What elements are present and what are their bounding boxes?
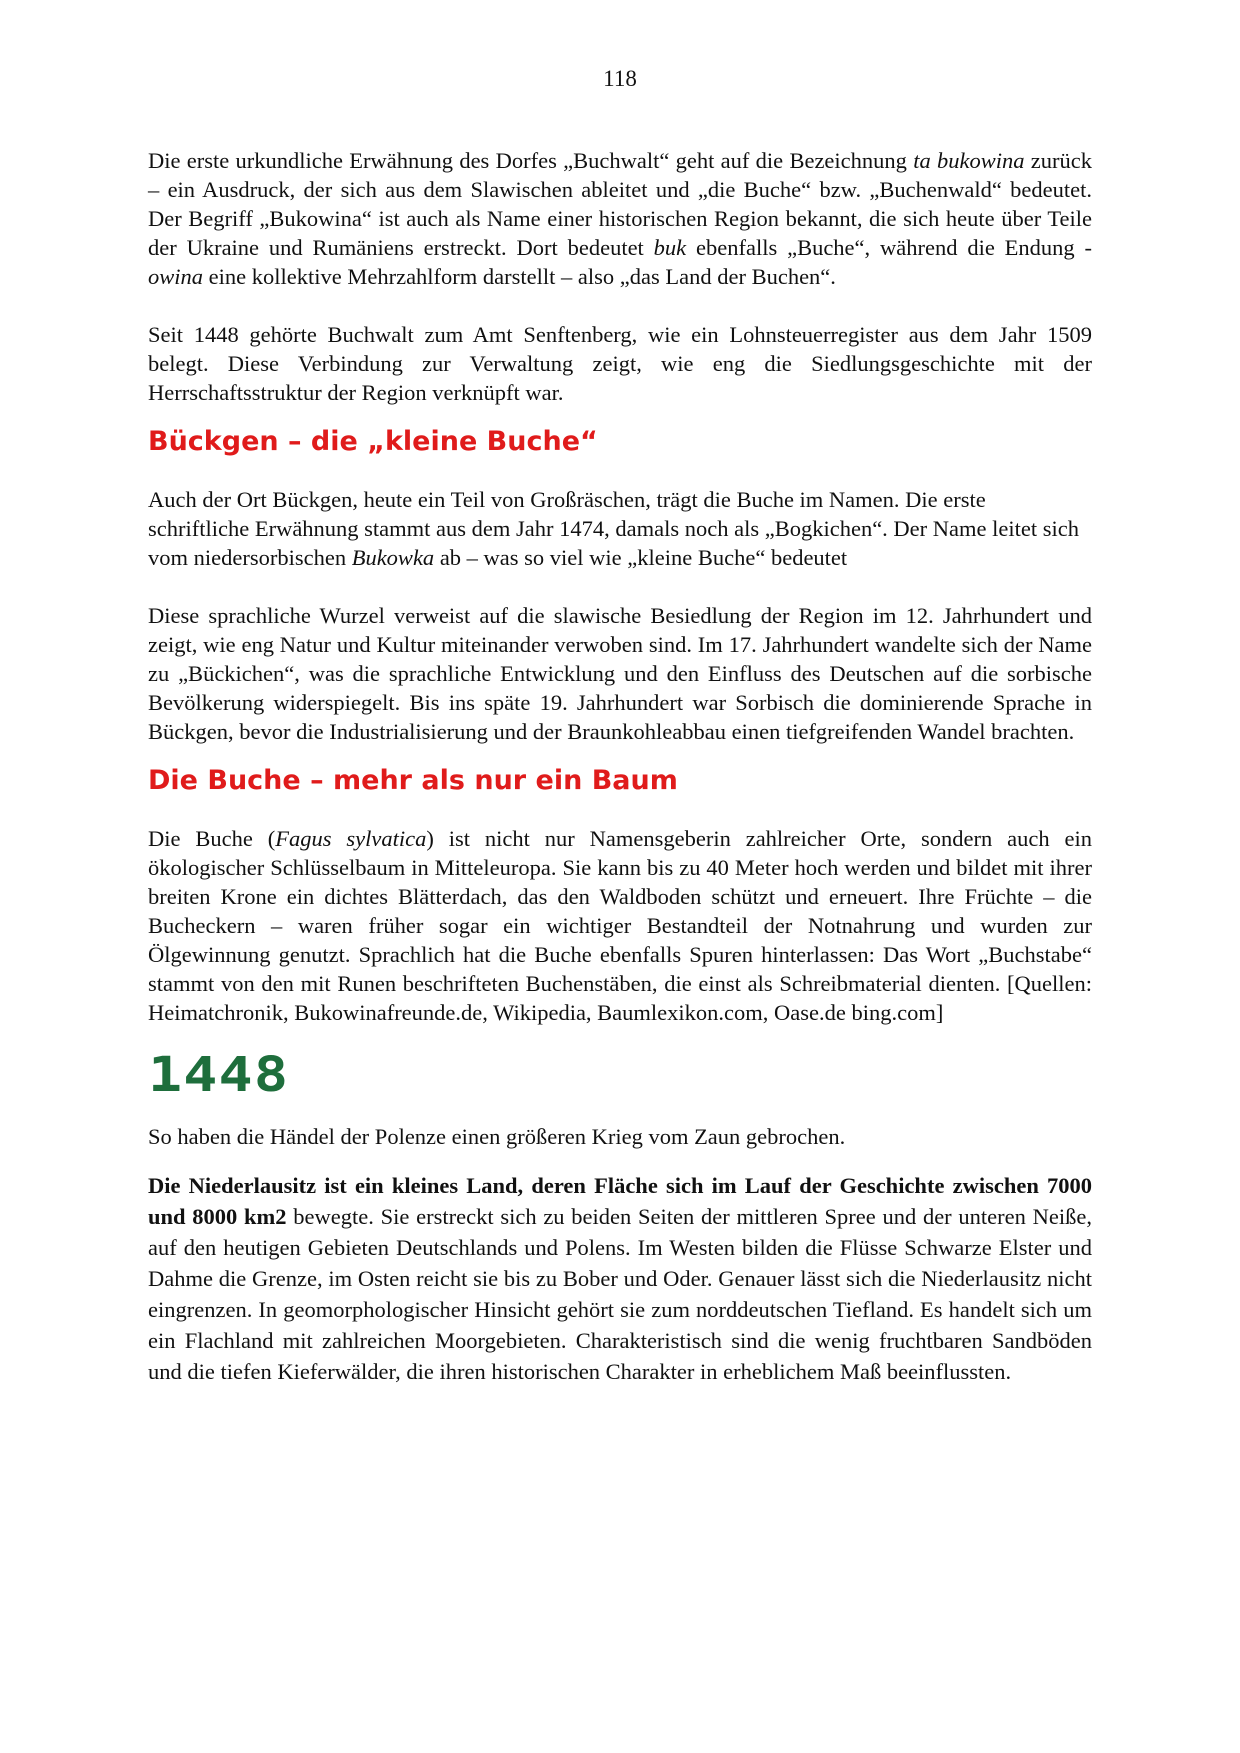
heading-buche: Die Buche – mehr als nur ein Baum	[148, 765, 678, 796]
paragraph-buchwalt-etymology	[148, 146, 1092, 291]
text-run: Die Buche (	[148, 826, 276, 851]
text-run: Auch der Ort Bückgen, heute ein Teil von Großräschen, trägt die Buche im Namen. Die erste schriftliche Erwähnung stammt aus dem Jahr 1474, damals noch als „Bogkichen“. Der Name leitet sich vom niedersorbischen	[148, 487, 1079, 570]
italic-term: -owina	[148, 235, 1092, 289]
text-run: ) ist nicht nur Namensgeberin zahlreicher Orte, sondern auch ein ökologischer Schlüsselbaum in Mitteleuropa. Sie kann bis zu 40 Meter hoch werden und bildet mit ihrer breiten Krone ein dichtes Blätterdach, das den Waldboden schützt und erneuert. Ihre Früchte – die Bucheckern – waren früher sogar ein wichtiger Bestandteil der Notnahrung und wurden zur Ölgewinnung genutzt. Sprachlich hat die Buche ebenfalls Spuren hinterlassen: Das Wort „Buchstabe“ stammt von den mit Runen beschrifteten Buchenstäben, die einst als Schreibmaterial dienten. [Quellen: Heimatchronik, Bukowinafreunde.de, Wikipedia, Baumlexikon.com, Oase.de bing.com]	[148, 826, 1092, 1025]
text-run: ebenfalls „Buche“, während die Endung	[686, 235, 1085, 260]
paragraph-buche-ecology	[148, 824, 1092, 1027]
text-run: zurück – ein Ausdruck, der sich aus dem Slawischen ableitet und „die Buche“ bzw. „Buchenwald“ bedeutet. Der Begriff „Bukowina“ ist auch als Name einer historischen Region bekannt, die sich heute über Teile der Ukraine und Rumäniens erstreckt. Dort bedeutet	[148, 148, 1093, 260]
bold-lead: Die Niederlausitz ist ein kleines Land, deren Fläche sich im Lauf der Geschichte zwischen 7000 und 8000 km2	[148, 1173, 1092, 1229]
page-content	[148, 146, 1092, 1387]
page-number: 118	[603, 66, 637, 91]
italic-term: buk	[653, 235, 687, 260]
year-heading-1448: 1448	[148, 1047, 290, 1103]
paragraph-niederlausitz	[148, 1170, 1092, 1387]
text-run: Die erste urkundliche Erwähnung des Dorfes „Buchwalt“ geht auf die Bezeichnung	[148, 148, 914, 173]
paragraph-bueckgen-history: Diese sprachliche Wurzel verweist auf die slawische Besiedlung der Region im 12. Jahrhundert und zeigt, wie eng Natur und Kultur miteinander verwoben sind. Im 17. Jahrhundert wandelte sich der Name zu „Bückichen“, was die sprachliche Entwicklung und den Einfluss des Deutschen auf die sorbische Bevölkerung widerspiegelt. Bis ins späte 19. Jahrhundert war Sorbisch die dominierende Sprache in Bückgen, bevor die Industrialisierung und der Braunkohleabbau einen tiefgreifenden Wandel brachten.	[148, 603, 1092, 744]
text-run: ab – was so viel wie „kleine Buche“ bedeutet	[434, 545, 848, 570]
section-1448	[148, 1027, 1092, 1387]
text-run: bewegte. Sie erstreckt sich zu beiden Seiten der mittleren Spree und der unteren Neiße, auf den heutigen Gebieten Deutschlands und Polens. Im Westen bilden die Flüsse Schwarze Elster und Dahme die Grenze, im Osten reicht sie bis zu Bober und Oder. Genauer lässt sich die Niederlausitz nicht eingrenzen. In geomorphologischer Hinsicht gehört sie zum norddeutschen Tiefland. Es handelt sich um ein Flachland mit zahlreichen Moorgebieten. Charakteristisch sind die wenig fruchtbaren Sandböden und die tiefen Kieferwälder, die ihren historischen Charakter in erheblichem Maß beeinflussten.	[148, 1204, 1092, 1384]
italic-term: Bukowka	[351, 545, 435, 570]
paragraph-buchwalt-senftenberg: Seit 1448 gehörte Buchwalt zum Amt Senftenberg, wie ein Lohnsteuerregister aus dem Jahr 1509 belegt. Diese Verbindung zur Verwaltung zeigt, wie eng die Siedlungsgeschichte mit der Herrschaftsstruktur der Region verknüpft war.	[148, 322, 1092, 405]
italic-term: ta bukowina	[913, 148, 1025, 173]
paragraph-bueckgen-name	[148, 485, 1092, 572]
paragraph-polenze: So haben die Händel der Polenze einen größeren Krieg vom Zaun gebrochen.	[148, 1124, 846, 1149]
heading-bueckgen: Bückgen – die „kleine Buche“	[148, 426, 598, 457]
italic-term: Fagus sylvatica	[275, 826, 427, 851]
text-run: eine kollektive Mehrzahlform darstellt – also „das Land der Buchen“.	[203, 264, 836, 289]
